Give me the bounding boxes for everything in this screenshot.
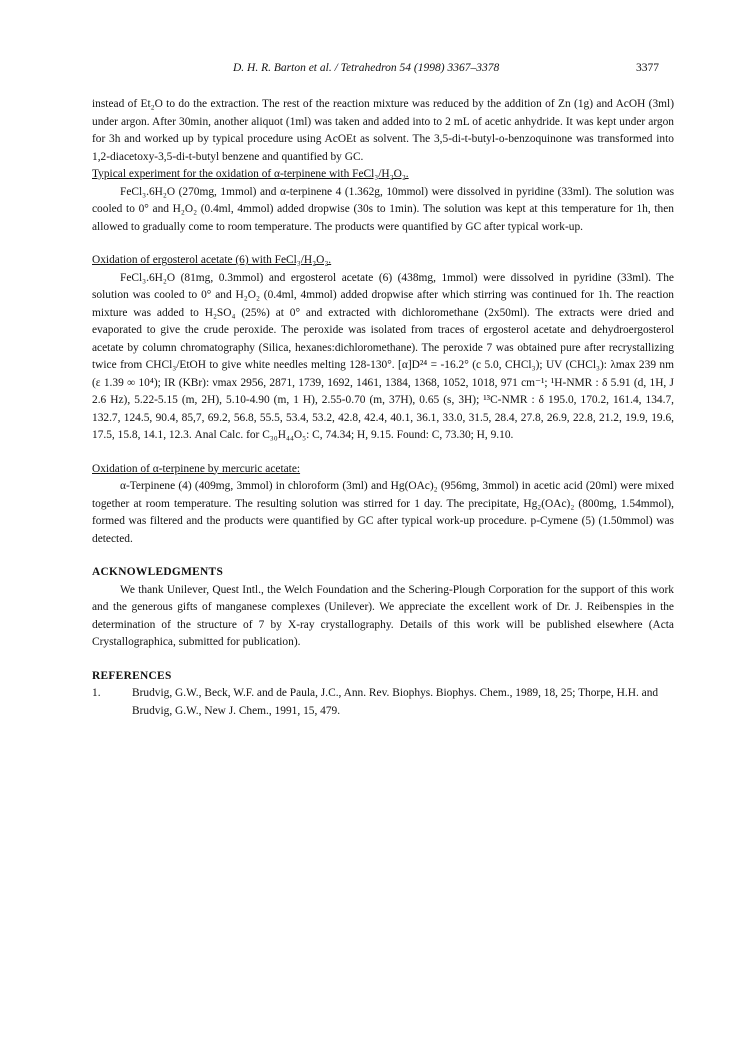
- reference-item: [92, 685, 674, 720]
- spacer: [92, 652, 674, 668]
- page-header: [0, 62, 749, 78]
- intro-paragraph: instead of Et₂O to do the extraction. The rest of the reaction mixture was reduced by the addition of Zn (1g) and AcOH (3ml) under argon. After 30min, another aliquot (1ml) was taken and added into to 2 mL of acetic anhydride. It was kept under argon for 3h and worked up by typical procedure using AcOEt as solvent. The 3,5-di-t-butyl-o-benzoquinone was transformed into 1,2-diacetoxy-3,5-di-t-butyl benzene and quantified by GC.: [92, 98, 674, 163]
- ergosterol-heading: Oxidation of ergosterol acetate (6) with FeCl₃/H₂O₂.: [92, 254, 332, 266]
- typical-experiment-heading: Typical experiment for the oxidation of α-terpinene with FeCl₃/H₂O₂.: [92, 168, 409, 180]
- mercuric-paragraph: α-Terpinene (4) (409mg, 3mmol) in chloroform (3ml) and Hg(OAc)₂ (956mg, 3mmol) in acetic acid (20ml) were mixed together at room temperature. The resulting solution was stirred for 1 day. The precipitate, Hg₂(OAc)₂ (800mg, 1.54mmol), formed was filtered and the products were quantified by GC after typical work-up procedure. p-Cymene (5) (1.50mmol) was detected.: [92, 480, 674, 545]
- page-number: 3377: [636, 62, 659, 74]
- acknowledgments-title: ACKNOWLEDGMENTS: [92, 566, 224, 578]
- reference-number: 1.: [92, 687, 101, 699]
- references-title: REFERENCES: [92, 669, 172, 682]
- article-body: [92, 96, 674, 720]
- spacer: [92, 548, 674, 564]
- spacer: [92, 445, 674, 461]
- running-head: D. H. R. Barton et al. / Tetrahedron 54 (1998) 3367–3378: [233, 62, 500, 74]
- spacer: [92, 236, 674, 252]
- mercuric-heading: Oxidation of α-terpinene by mercuric acetate:: [92, 462, 301, 475]
- reference-text: Brudvig, G.W., Beck, W.F. and de Paula, J.C., Ann. Rev. Biophys. Biophys. Chem., 1989, 18, 25; Thorpe, H.H. and Brudvig, G.W., New J. Chem., 1991, 15, 479.: [132, 687, 659, 717]
- ergosterol-paragraph: FeCl₃.6H₂O (81mg, 0.3mmol) and ergosterol acetate (6) (438mg, 1mmol) were dissolved in pyridine (33ml). The solution was cooled to 0° and H₂O₂ (0.4ml, 4mmol) added dropwise after which stirring was continued for 1h. The reaction mixture was added to H₂SO₄ (25%) at 0° and extracted with dichloromethane (2x50ml). The extracts were dried and evaporated to give the crude peroxide. The peroxide was isolated from traces of ergosterol acetate and dehydroergosterol acetate by column chromatography (Silica, hexanes:dichloromethane). The peroxide 7 was obtained pure after recrystallizing twice from CHCl₃/EtOH to give white needles melting 128-130°. [α]D²⁴ = -16.2° (c 5.0, CHCl₃); UV (CHCl₃): λmax 239 nm (ε 1.39 ∞ 10⁴); IR (KBr): νmax 2956, 2871, 1739, 1692, 1461, 1384, 1368, 1052, 1018, 971 cm⁻¹; ¹H-NMR : δ 5.91 (d, 1H, J 2.6 Hz), 5.22-5.15 (m, 2H), 5.10-4.90 (m, 1 H), 2.55-0.70 (m, 37H), 0.65 (s, 3H); ¹³C-NMR : δ 195.0, 170.2, 161.4, 134.7, 132.7, 124.5, 90.4, 85,7, 69.2, 56.8, 55.5, 53.4, 53.2, 42.8, 42.4, 40.1, 36.1, 33.0, 31.5, 28.4, 27.8, 26.9, 22.8, 21.2, 19.9, 19.6, 17.5, 15.8, 14.1, 12.3. Anal Calc. for C₃₀H₄₄O₅: C, 74.34; H, 9.15. Found: C, 73.30; H, 9.10.: [92, 271, 674, 441]
- acknowledgments-paragraph: We thank Unilever, Quest Intl., the Welch Foundation and the Schering-Plough Corporation for the support of this work and the generous gifts of manganese complexes (Unilever). We appreciate the excellent work of Dr. J. Reibenspies in the determination of the structure of 7 by X-ray crystallography. Details of this work will be published elsewhere (Acta Crystallographica, submitted for publication).: [92, 583, 674, 648]
- typical-experiment-paragraph: FeCl₃.6H₂O (270mg, 1mmol) and α-terpinene 4 (1.362g, 10mmol) were dissolved in pyridine (33ml). The solution was cooled to 0° and H₂O₂ (0.4ml, 4mmol) added dropwise (30s to 1min). The solution was kept at this temperature for 1h, then allowed to gradually come to room temperature. The products were quantified by GC after typical work-up.: [92, 185, 674, 233]
